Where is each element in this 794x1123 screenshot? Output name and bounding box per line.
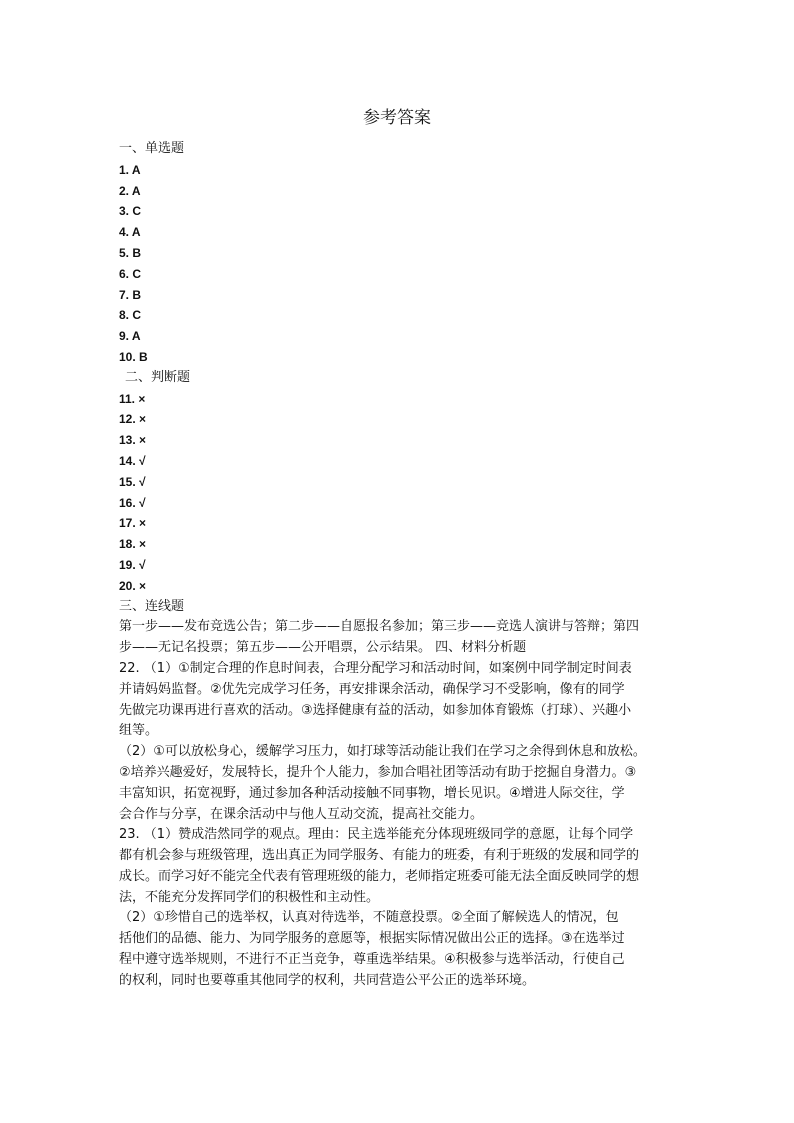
- q23-part1-line: 23. （1）赞成浩然同学的观点。理由：民主选举能充分体现班级同学的意愿，让每个同学: [119, 827, 634, 843]
- answer-item: 17. ×: [119, 516, 147, 531]
- section-heading-single-choice: 一、单选题: [119, 141, 185, 156]
- answer-item: 18. ×: [119, 537, 147, 552]
- answer-item: 15. √: [119, 474, 146, 489]
- q22-part1-line: 22. （1）①制定合理的作息时间表，合理分配学习和活动时间，如案例中同学制定时间表: [119, 660, 632, 676]
- answer-item: 14. √: [119, 453, 146, 468]
- matching-answer-line: 步——无记名投票；第五步——公开唱票，公示结果。 四、材料分析题: [119, 640, 527, 656]
- answer-item: 20. ×: [119, 578, 147, 593]
- answer-item: 12. ×: [119, 412, 147, 427]
- answer-item: 13. ×: [119, 433, 147, 448]
- q23-part1-line: 成长。而学习好不能完全代表有管理班级的能力，老师指定班委可能无法全面反映同学的想: [119, 868, 640, 884]
- page-title: 参考答案: [363, 108, 431, 128]
- answer-item: 8. C: [119, 308, 142, 323]
- q22-part1-line: 先做完功课再进行喜欢的活动。③选择健康有益的活动，如参加体育锻炼（打球）、兴趣小: [119, 702, 632, 718]
- answer-item: 4. A: [119, 225, 141, 240]
- q22-part1-line: 并请妈妈监督。②优先完成学习任务，再安排课余活动，确保学习不受影响，像有的同学: [119, 681, 625, 697]
- answer-item: 7. B: [119, 287, 142, 302]
- matching-answer-line: 第一步——发布竞选公告；第二步——自愿报名参加；第三步——竞选人演讲与答辩；第四: [119, 619, 640, 635]
- q22-part2-line: 会合作与分享，在课余活动中与他人互动交流，提高社交能力。: [119, 806, 484, 822]
- q22-part2-line: （2）①可以放松身心，缓解学习压力，如打球等活动能让我们在学习之余得到休息和放松。: [119, 744, 646, 760]
- answer-item: 6. C: [119, 266, 142, 281]
- q22-part2-line: 丰富知识，拓宽视野，通过参加各种活动接触不同事物，增长见识。④增进人际交往，学: [119, 785, 625, 801]
- answer-item: 1. A: [119, 162, 141, 177]
- answer-item: 3. C: [119, 204, 142, 219]
- q23-part1-line: 都有机会参与班级管理，选出真正为同学服务、有能力的班委，有利于班级的发展和同学的: [119, 848, 640, 864]
- answer-content: [119, 139, 679, 992]
- q23-part2-line: （2）①珍惜自己的选举权，认真对待选举，不随意投票。②全面了解候选人的情况，包: [119, 910, 619, 926]
- q23-part2-line: 程中遵守选举规则，不进行不正当竞争，尊重选举结果。④积极参与选举活动，行使自己: [119, 952, 625, 968]
- answer-item: 10. B: [119, 349, 148, 364]
- answer-item: 11. ×: [119, 391, 146, 406]
- answer-item: 2. A: [119, 183, 141, 198]
- section-heading-matching: 三、连线题: [119, 598, 185, 614]
- answer-item: 9. A: [119, 329, 141, 344]
- q23-part1-line: 法，不能充分发挥同学们的积极性和主动性。: [119, 889, 380, 905]
- q22-part2-line: ②培养兴趣爱好，发展特长，提升个人能力，参加合唱社团等活动有助于挖掘自身潜力。③: [119, 764, 637, 780]
- section-heading-true-false: 二、判断题: [125, 369, 191, 385]
- q23-part2-line: 的权利，同时也要尊重其他同学的权利，共同营造公平公正的选举环境。: [119, 972, 536, 988]
- q22-part1-line: 组等。: [119, 723, 159, 739]
- answer-item: 5. B: [119, 245, 142, 260]
- answer-item: 19. √: [119, 557, 146, 572]
- answer-item: 16. √: [119, 495, 146, 510]
- q23-part2-line: 括他们的品德、能力、为同学服务的意愿等，根据实际情况做出公正的选择。③在选举过: [119, 931, 625, 947]
